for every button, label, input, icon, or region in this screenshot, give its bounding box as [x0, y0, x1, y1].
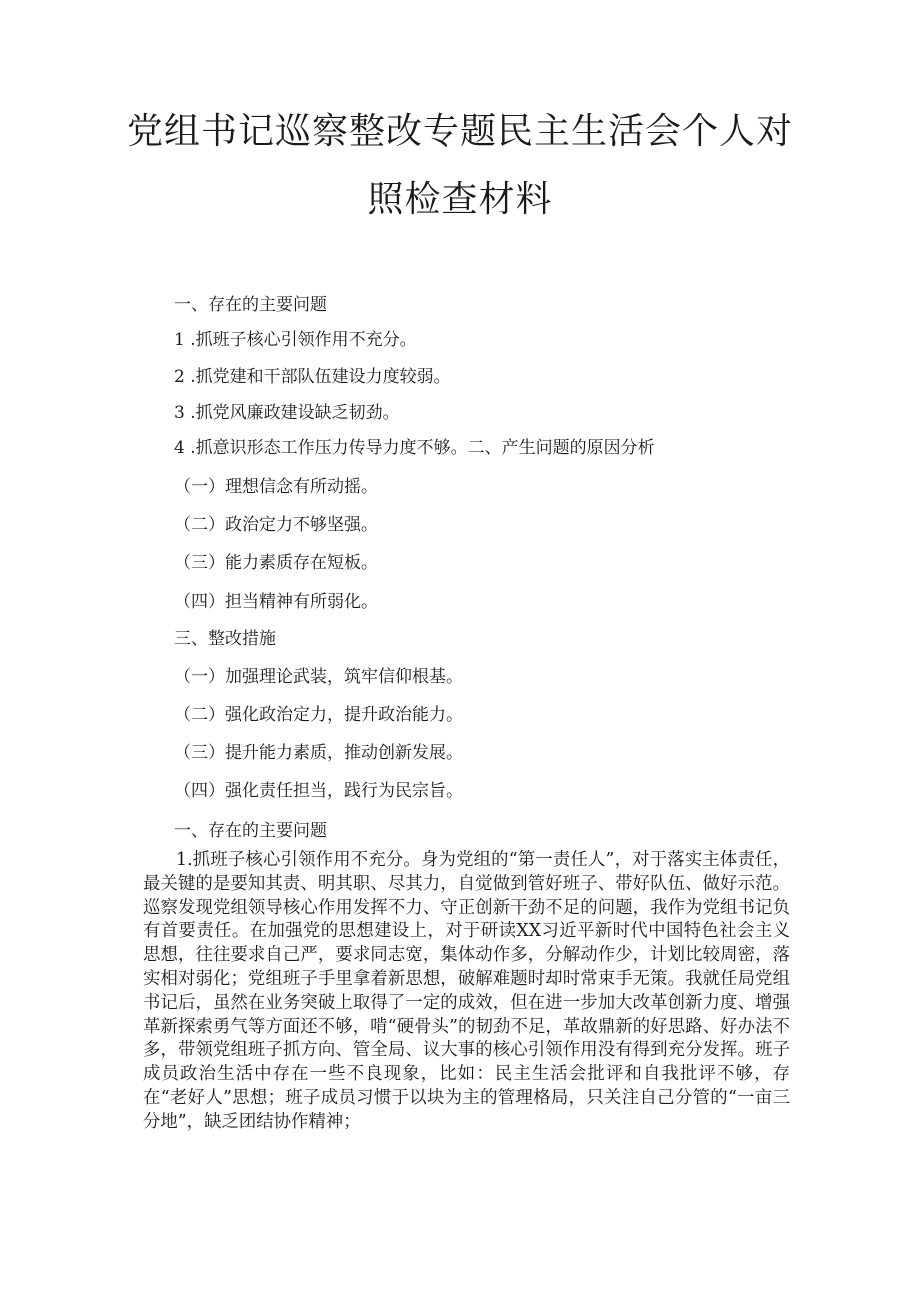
section1-heading: 一、存在的主要问题: [174, 295, 327, 315]
section1-item-1: 1 .抓班子核心引领作用不充分。: [174, 330, 417, 350]
document-title-line-2: 照检查材料: [367, 179, 553, 220]
section3-heading: 三、整改措施: [174, 629, 276, 649]
section2-item-3: （三）能力素质存在短板。: [174, 553, 378, 573]
section2-item-2: （二）政治定力不够坚强。: [174, 515, 378, 535]
section1-item-4: 4 .抓意识形态工作压力传导力度不够。二、产生问题的原因分析: [174, 438, 655, 458]
detail-paragraph: 1.抓班子核心引领作用不充分。身为党组的“第一责任人”，对于落实主体责任，最关键的是要知其责、明其职、尽其力，自觉做到管好班子、带好队伍、做好示范。巡察发现党组领导核心作用发挥不力、守正创新干劲不足的问题，我作为党组书记负有首要责任。在加强党的思想建设上，对于研读XX习近平新时代中国特色社会主义思想，往往要求自己严，要求同志宽，集体动作多，分解动作少，计划比较周密，落实相对弱化；党组班子手里拿着新思想，破解难题时却时常束手无策。我就任局党组书记后，虽然在业务突破上取得了一定的成效，但在进一步加大改革创新力度、增强革新探索勇气等方面还不够，啃“硬骨头”的韧劲不足，革故鼎新的好思路、好办法不多，带领党组班子抓方向、管全局、议大事的核心引领作用没有得到充分发挥。班子成员政治生活中存在一些不良现象，比如：民主生活会批评和自我批评不够，存在“老好人”思想；班子成员习惯于以块为主的管理格局，只关注自己分管的“一亩三分地”，缺乏团结协作精神；: [143, 850, 790, 1132]
section2-item-4: （四）担当精神有所弱化。: [174, 592, 378, 612]
section3-item-3: （三）提升能力素质，推动创新发展。: [174, 743, 463, 763]
section1-item-2: 2 .抓党建和干部队伍建设力度较弱。: [174, 367, 451, 387]
section3-item-4: （四）强化责任担当，践行为民宗旨。: [174, 781, 463, 801]
document-title-line-1: 党组书记巡察整改专题民主生活会个人对: [126, 111, 793, 152]
section2-item-1: （一）理想信念有所动摇。: [174, 477, 378, 497]
section3-item-2: （二）强化政治定力，提升政治能力。: [174, 705, 463, 725]
section1-item-3: 3 .抓党风廉政建设缺乏韧劲。: [174, 403, 400, 423]
section3-item-1: （一）加强理论武装，筑牢信仰根基。: [174, 667, 463, 687]
detail-section-heading: 一、存在的主要问题: [174, 821, 327, 841]
